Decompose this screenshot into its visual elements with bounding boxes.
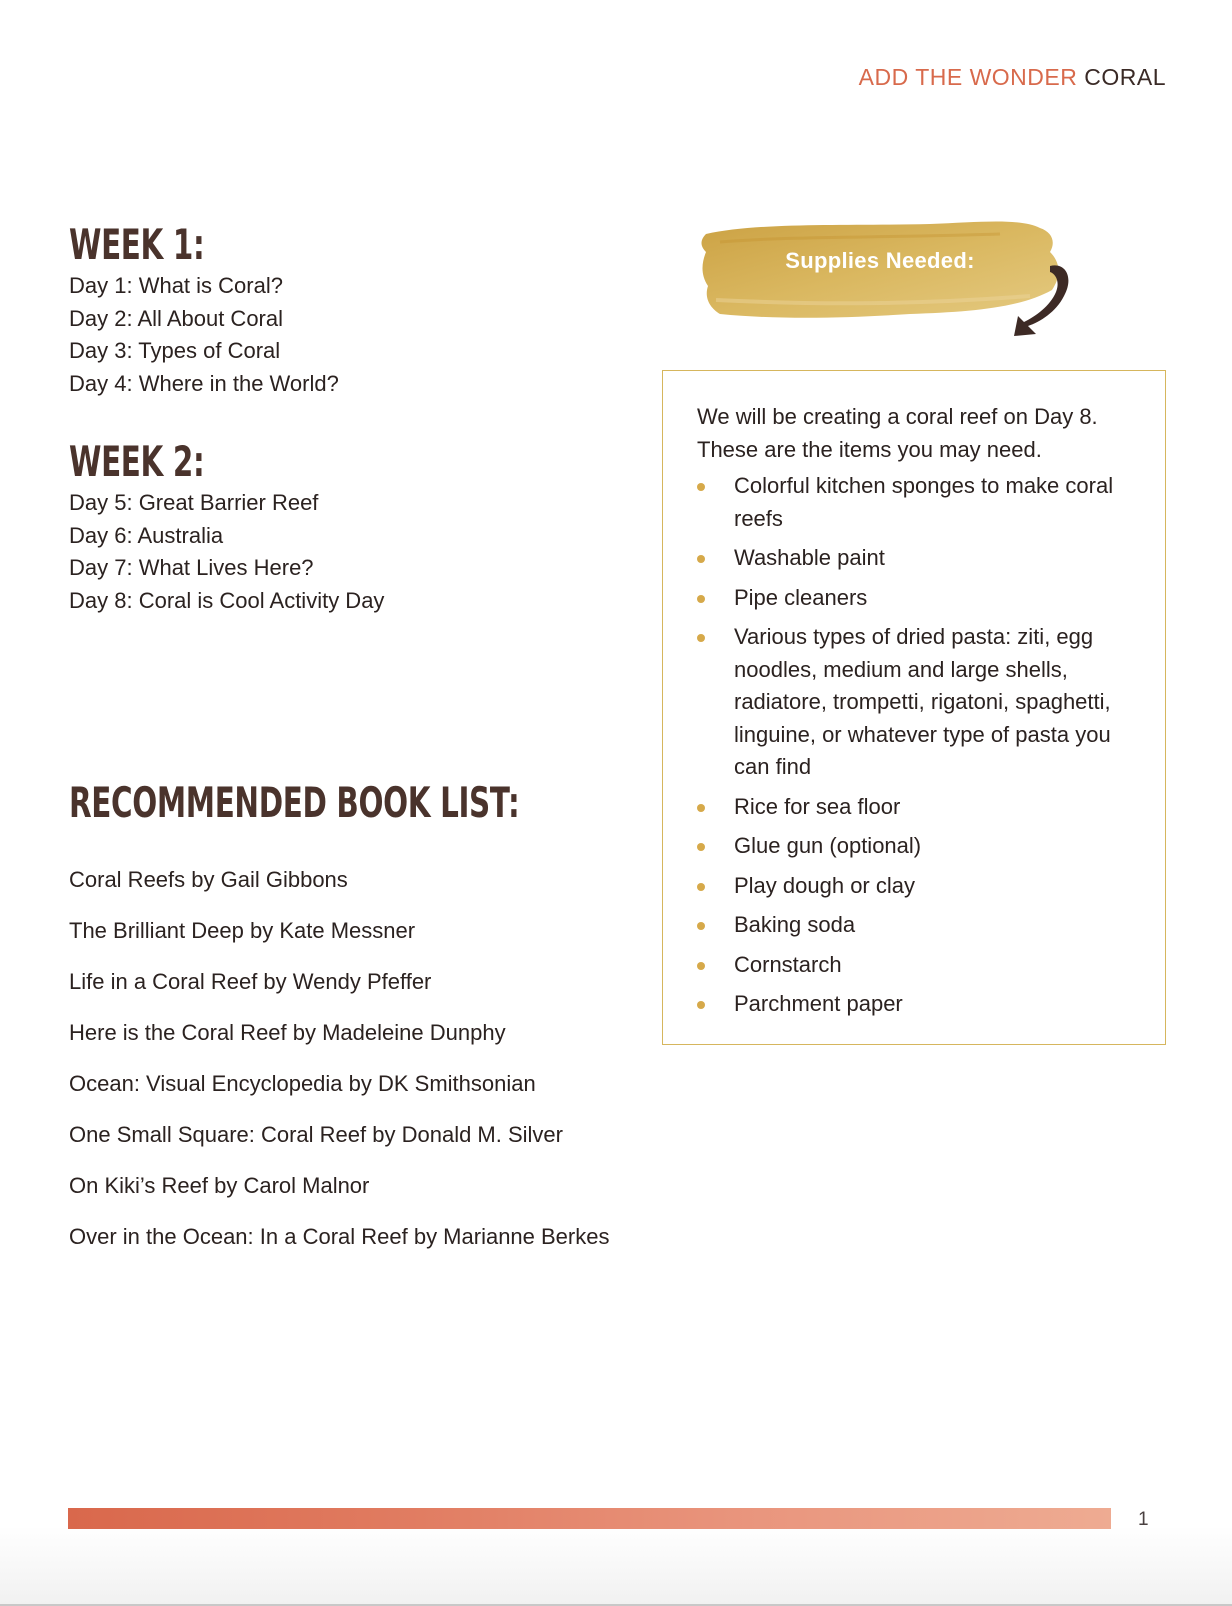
supplies-list [697, 470, 1141, 1021]
day-item: Day 8: Coral is Cool Activity Day [69, 587, 385, 613]
week-1-day-list [69, 270, 689, 400]
supplies-banner [700, 212, 1080, 340]
supply-item [697, 909, 1141, 942]
supply-item-label: Play dough or clay [734, 872, 915, 898]
week-2-block [69, 437, 689, 617]
supply-item-label: Colorful kitchen sponges to make coral reefs [734, 473, 1114, 531]
book-item: Life in a Coral Reef by Wendy Pfeffer [69, 969, 432, 994]
footer-bar [68, 1508, 1111, 1529]
bullet-icon [697, 1001, 705, 1009]
week-2-heading: WEEK 2: [69, 437, 205, 486]
day-item: Day 5: Great Barrier Reef [69, 490, 319, 515]
arrow-down-left-icon [1010, 260, 1080, 340]
day-item: Day 3: Types of Coral [69, 338, 281, 363]
supply-item [697, 830, 1141, 863]
brand-main-text: CORAL [1084, 64, 1166, 90]
supply-item [697, 621, 1141, 784]
book-item: On Kiki’s Reef by Carol Malnor [69, 1173, 370, 1198]
bullet-icon [697, 595, 705, 603]
bullet-icon [697, 922, 705, 930]
bullet-icon [697, 555, 705, 563]
day-item: Day 7: What Lives Here? [69, 555, 314, 580]
day-item: Day 6: Australia [69, 522, 224, 548]
supply-item-label: Rice for sea floor [734, 793, 901, 819]
supply-item-label: Glue gun (optional) [734, 833, 922, 858]
bullet-icon [697, 843, 705, 851]
supply-item [697, 542, 1141, 575]
supply-item [697, 949, 1141, 982]
book-list [69, 868, 609, 1276]
book-item: Over in the Ocean: In a Coral Reef by Marianne Berkes [69, 1224, 610, 1249]
supplies-intro: We will be creating a coral reef on Day 8. These are the items you may need. [697, 404, 1098, 462]
week-2-day-list [69, 487, 689, 617]
bullet-icon [697, 883, 705, 891]
supply-item-label: Baking soda [734, 912, 856, 937]
supplies-box [662, 370, 1166, 1045]
supply-item-label: Various types of dried pasta: ziti, egg noodles, medium and large shells, radiatore, trompetti, rigatoni, spaghetti, linguine, or whatever type of pasta you can find [734, 624, 1111, 779]
book-list-heading: RECOMMENDED BOOK LIST: [69, 778, 520, 827]
week-1-block [69, 220, 689, 400]
bullet-icon [697, 483, 705, 491]
supply-item-label: Parchment paper [734, 991, 903, 1016]
book-heading-wrap [69, 778, 712, 827]
week-1-heading: WEEK 1: [69, 220, 205, 269]
book-item: Ocean: Visual Encyclopedia by DK Smithsonian [69, 1071, 536, 1096]
day-item: Day 4: Where in the World? [69, 370, 339, 396]
day-item: Day 2: All About Coral [69, 305, 284, 331]
bullet-icon [697, 804, 705, 812]
day-item: Day 1: What is Coral? [69, 273, 283, 298]
schedule-column [69, 220, 689, 617]
brand-accent-text: ADD THE WONDER [858, 64, 1078, 90]
supply-item [697, 470, 1141, 535]
supply-item [697, 870, 1141, 903]
page-number: 1 [1138, 1509, 1149, 1530]
supply-item-label: Pipe cleaners [734, 584, 868, 610]
supply-item [697, 582, 1141, 615]
supplies-title: Supplies Needed: [785, 248, 975, 273]
book-item: Here is the Coral Reef by Madeleine Dunphy [69, 1020, 506, 1045]
book-item: The Brilliant Deep by Kate Messner [69, 918, 416, 943]
supply-item [697, 791, 1141, 824]
page-bottom-shade [0, 1526, 1232, 1606]
supply-item [697, 988, 1141, 1021]
book-item: One Small Square: Coral Reef by Donald M. Silver [69, 1122, 563, 1147]
bullet-icon [697, 634, 705, 642]
header-brand [859, 64, 1166, 91]
bullet-icon [697, 962, 705, 970]
book-item: Coral Reefs by Gail Gibbons [69, 867, 348, 892]
supply-item-label: Washable paint [734, 545, 885, 570]
supply-item-label: Cornstarch [734, 951, 842, 977]
